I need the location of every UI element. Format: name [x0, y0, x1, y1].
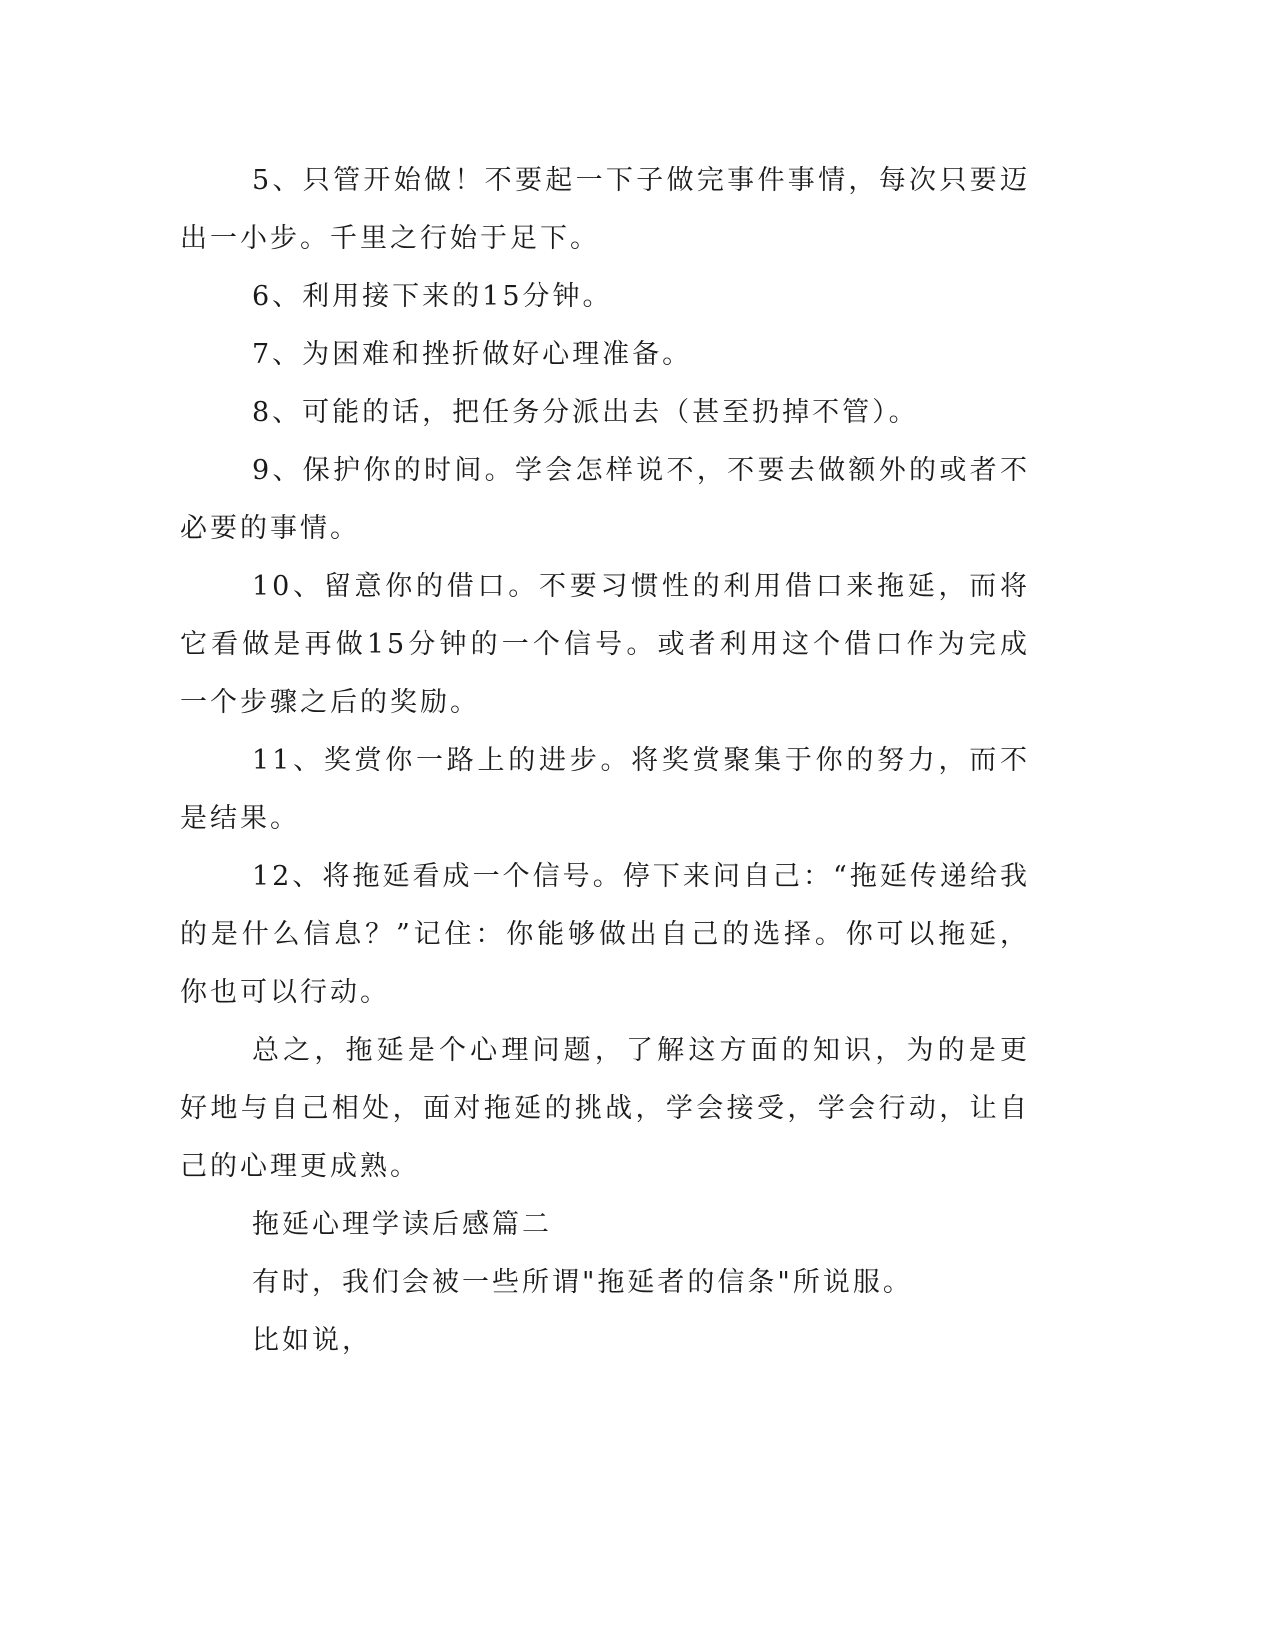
paragraph-tip-6: 6、利用接下来的15分钟。	[252, 281, 613, 312]
paragraph-tip-5: 5、只管开始做！不要起一下子做完事件事情，每次只要迈出一小步。千里之行始于足下。	[180, 165, 1030, 254]
paragraph-tip-7: 7、为困难和挫折做好心理准备。	[252, 339, 693, 370]
paragraph-section2-example: 比如说，	[252, 1325, 372, 1356]
paragraph-tip-12: 12、将拖延看成一个信号。停下来问自己：“拖延传递给我的是什么信息？”记住：你能够做出自己的选择。你可以拖延，你也可以行动。	[180, 861, 1030, 1008]
paragraph-section2-intro: 有时，我们会被一些所谓"拖延者的信条"所说服。	[252, 1267, 913, 1298]
document-body	[180, 152, 1030, 1370]
paragraph-summary: 总之，拖延是个心理问题，了解这方面的知识，为的是更好地与自己相处，面对拖延的挑战，学会接受，学会行动，让自己的心理更成熟。	[180, 1035, 1030, 1182]
section-heading: 拖延心理学读后感篇二	[252, 1209, 552, 1240]
paragraph-tip-11: 11、奖赏你一路上的进步。将奖赏聚集于你的努力，而不是结果。	[180, 745, 1030, 834]
paragraph-tip-8: 8、可能的话，把任务分派出去（甚至扔掉不管）。	[252, 397, 919, 428]
paragraph-tip-10: 10、留意你的借口。不要习惯性的利用借口来拖延，而将它看做是再做15分钟的一个信号。或者利用这个借口作为完成一个步骤之后的奖励。	[180, 571, 1030, 718]
paragraph-tip-9: 9、保护你的时间。学会怎样说不，不要去做额外的或者不必要的事情。	[180, 455, 1030, 544]
